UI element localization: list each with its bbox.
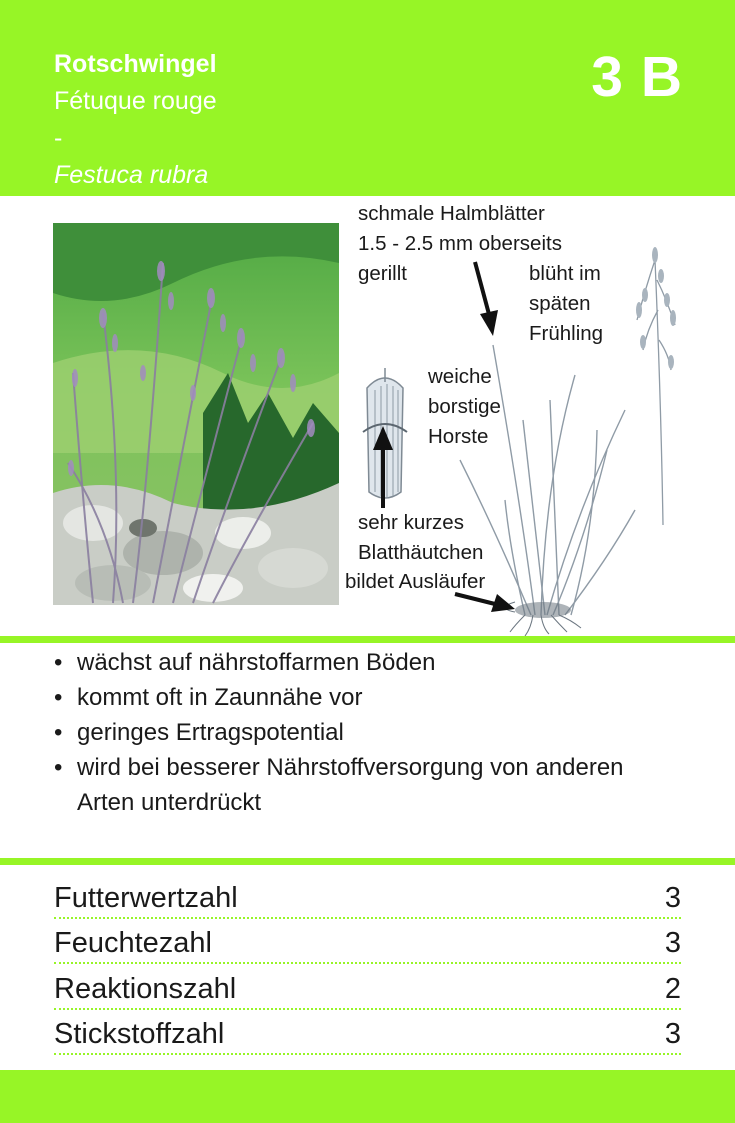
metric-value: 3 bbox=[664, 882, 681, 914]
metric-name: Feuchtezahl bbox=[54, 927, 212, 959]
metric-value: 3 bbox=[664, 927, 681, 959]
trait-item: • kommt oft in Zaunnähe vor bbox=[54, 680, 677, 715]
header-band bbox=[0, 0, 735, 196]
annotation-ligule-1: sehr kurzes bbox=[358, 511, 464, 534]
species-name-latin: Festuca rubra bbox=[54, 161, 209, 189]
footer-band bbox=[0, 1070, 735, 1123]
annotation-ligule-2: Blatthäutchen bbox=[358, 541, 484, 564]
metric-value: 3 bbox=[664, 1018, 681, 1050]
metric-row-stickstoff bbox=[54, 1015, 681, 1055]
trait-list bbox=[54, 645, 677, 820]
metric-name: Stickstoffzahl bbox=[54, 1018, 225, 1050]
trait-item: • geringes Ertragspotential bbox=[54, 715, 677, 750]
species-name-french: Fétuque rouge bbox=[54, 87, 217, 115]
arrow-halmblaetter-icon bbox=[475, 262, 498, 336]
annotation-leaf-2: 1.5 - 2.5 mm oberseits bbox=[358, 232, 562, 255]
annotation-tuft-1: weiche bbox=[428, 365, 492, 388]
metric-name: Futterwertzahl bbox=[54, 882, 238, 914]
annotation-bloom-3: Frühling bbox=[529, 322, 604, 345]
metric-row-feuchte bbox=[54, 924, 681, 964]
metric-value: 2 bbox=[664, 973, 681, 1005]
annotation-leaf-1: schmale Halmblätter bbox=[358, 202, 545, 225]
plant-photo-image bbox=[53, 223, 339, 605]
divider-top bbox=[0, 636, 735, 643]
annotation-tuft-2: borstige bbox=[428, 395, 501, 418]
metric-row-futterwert bbox=[54, 879, 681, 919]
annotation-bloom-2: späten bbox=[529, 292, 591, 315]
trait-item: • wird bei besserer Nährstoffversorgung von anderen Arten unterdrückt bbox=[54, 750, 677, 820]
annotation-runner: bildet Ausläufer bbox=[345, 570, 486, 593]
divider-bottom bbox=[0, 858, 735, 865]
metric-row-reaktion bbox=[54, 970, 681, 1010]
trait-item: • wächst auf nährstoffarmen Böden bbox=[54, 645, 677, 680]
metric-name: Reaktionszahl bbox=[54, 973, 237, 1005]
plant-photo bbox=[53, 223, 339, 605]
name-separator: - bbox=[54, 124, 63, 152]
annotation-leaf-3: gerillt bbox=[358, 262, 407, 285]
annotation-tuft-3: Horste bbox=[428, 425, 489, 448]
annotation-bloom-1: blüht im bbox=[529, 262, 601, 285]
card-code: 3 B bbox=[591, 45, 683, 109]
species-name-german: Rotschwingel bbox=[54, 50, 217, 78]
